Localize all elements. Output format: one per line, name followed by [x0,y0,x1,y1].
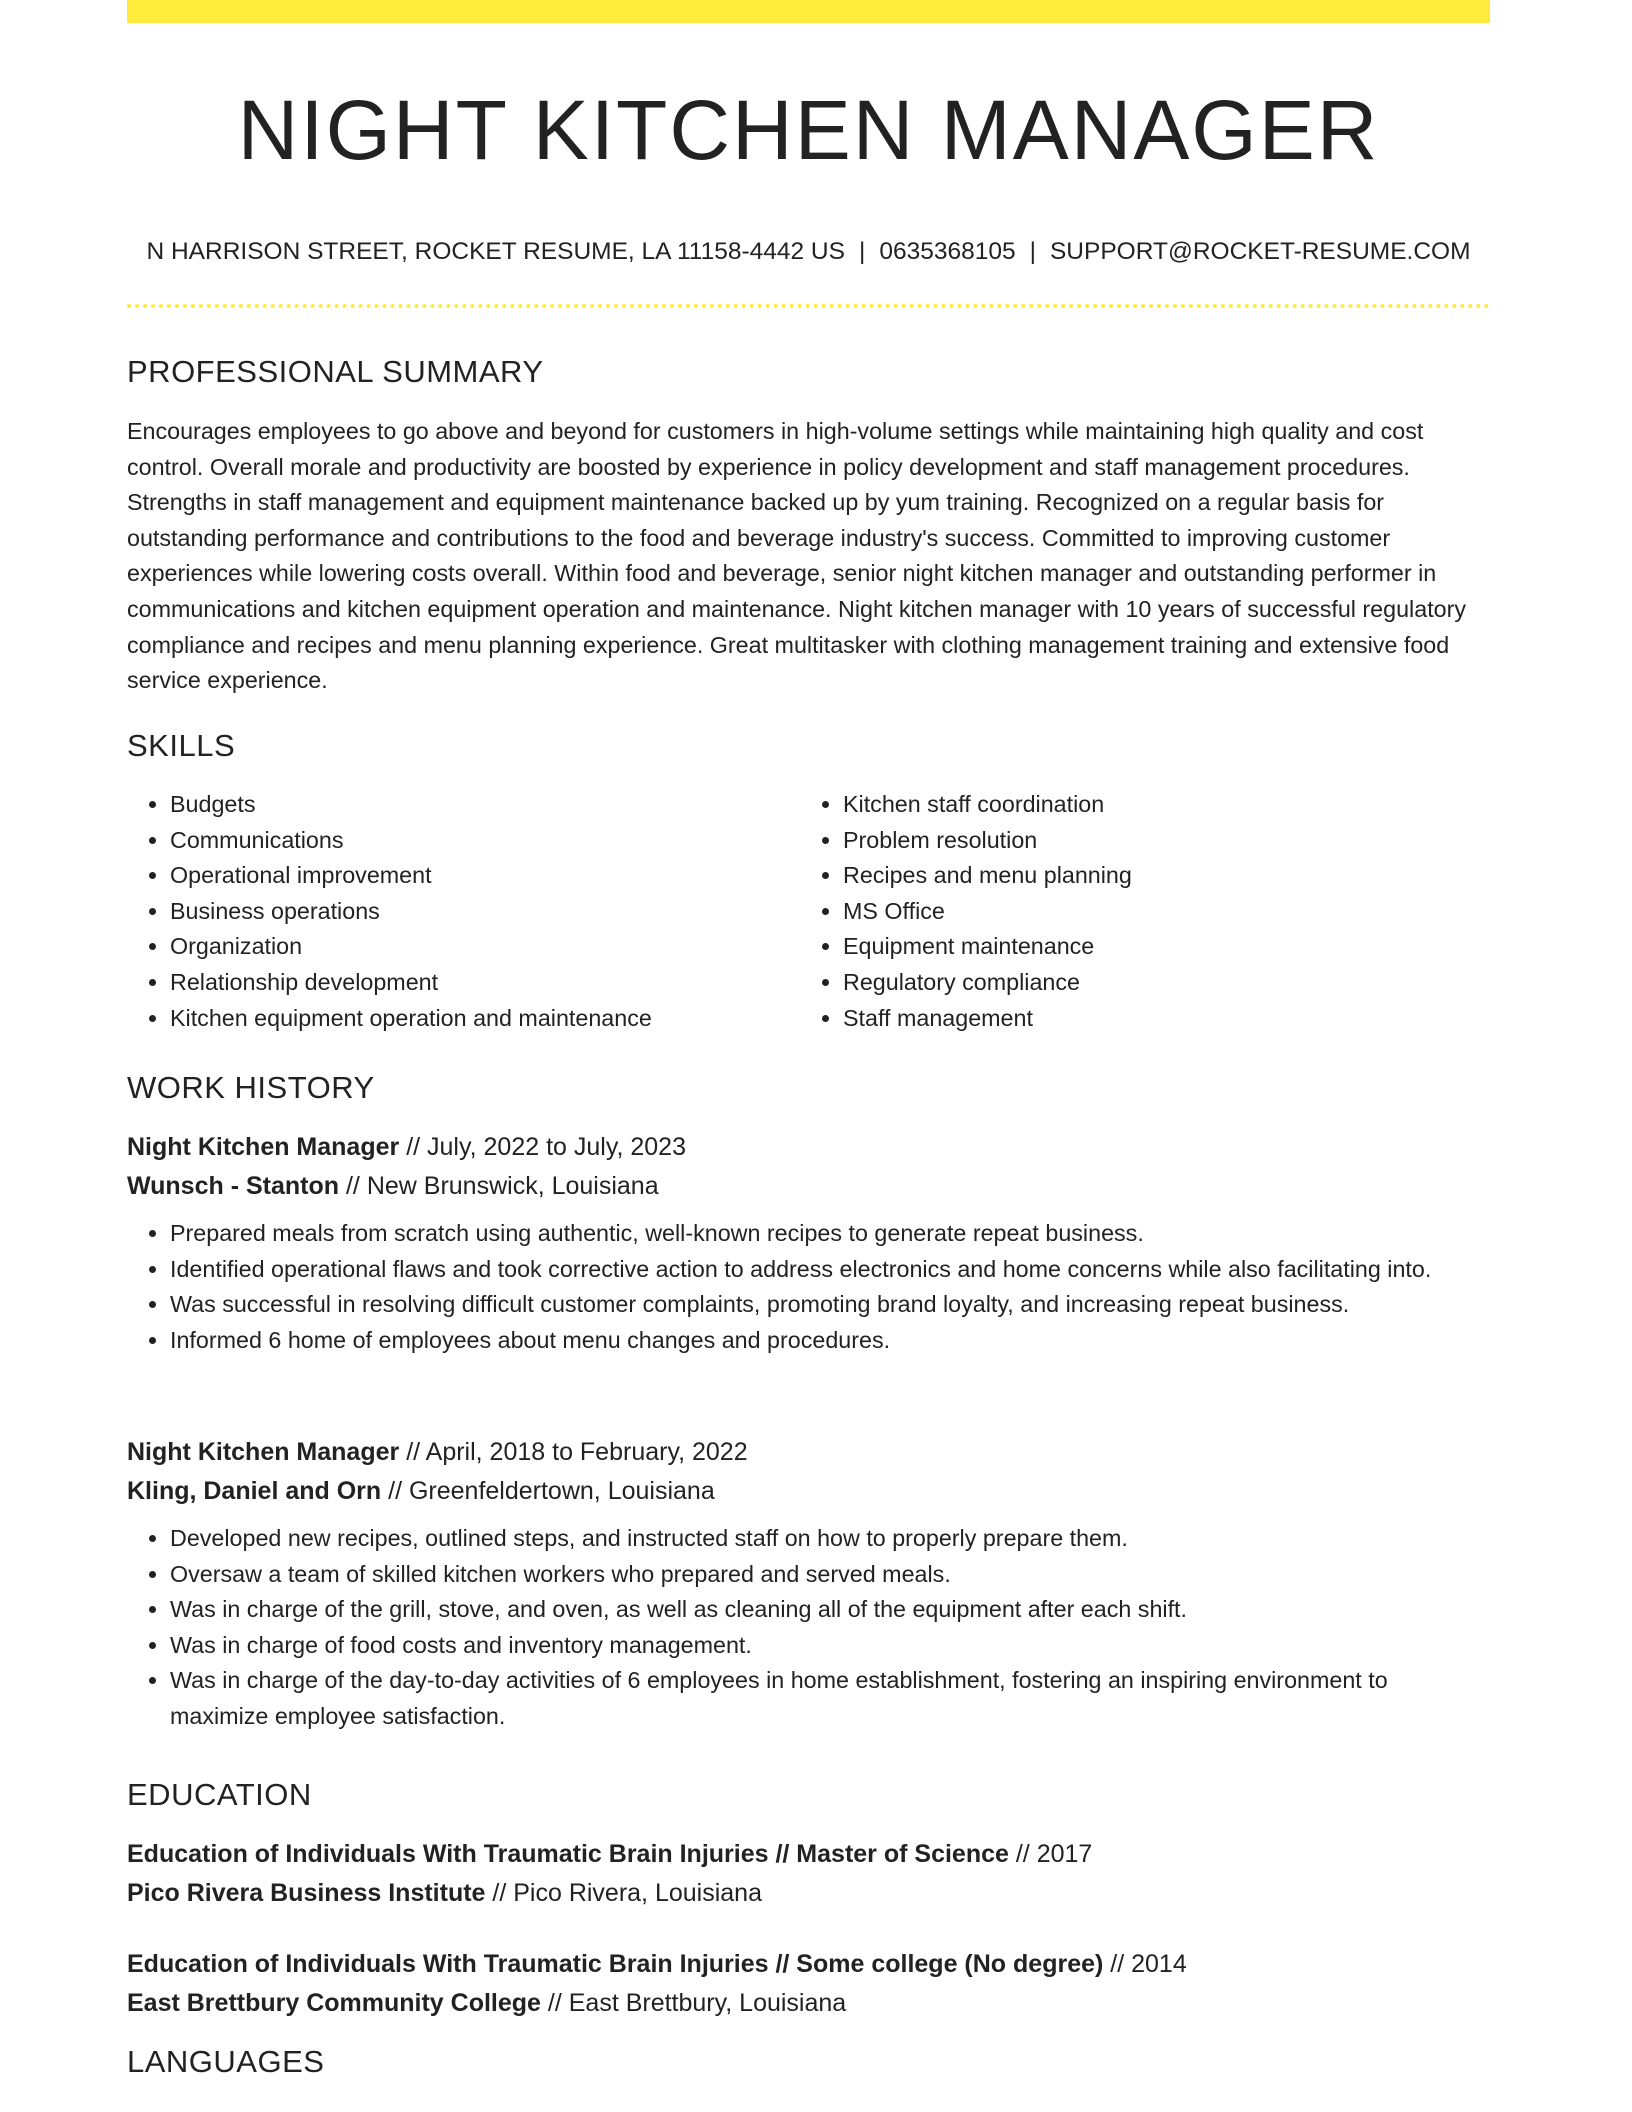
dotted-divider [127,304,1490,308]
education-school: Pico Rivera Business Institute [127,1879,486,1907]
skill-item: • Budgets [170,787,800,823]
contact-email: SUPPORT@ROCKET-RESUME.COM [1049,238,1471,265]
job-entry [127,1128,1490,1358]
section-title-work-history: WORK HISTORY [127,1070,375,1105]
job-bullet: • Was successful in resolving difficult customer complaints, promoting brand loyalty, and increasing repeat business. [170,1287,1490,1323]
section-title-skills: SKILLS [127,728,236,763]
education-degree-line [127,1835,1490,1874]
job-title-line [127,1433,1490,1472]
skill-item: • Relationship development [170,965,800,1001]
skill-item: • Communications [170,823,800,859]
skill-item: • Operational improvement [170,858,800,894]
education-entry [127,1945,1490,2023]
education-degree: Education of Individuals With Traumatic Brain Injuries // Some college (No degree) [127,1950,1104,1978]
job-company-line [127,1472,1490,1511]
resume-title: NIGHT KITCHEN MANAGER [237,83,1380,177]
job-position: Night Kitchen Manager [127,1133,400,1161]
job-dates: // July, 2022 to July, 2023 [399,1133,686,1161]
education-entry [127,1835,1490,1913]
job-bullet: • Was in charge of food costs and inventory management. [170,1628,1490,1664]
job-bullet: • Prepared meals from scratch using authentic, well-known recipes to generate repeat business. [170,1216,1490,1252]
skill-item: • Business operations [170,894,800,930]
contact-line [127,236,1490,268]
education-school-line [127,1874,1490,1913]
contact-separator: | [858,238,866,265]
job-bullet: • Informed 6 home of employees about menu changes and procedures. [170,1323,1490,1359]
contact-phone: 0635368105 [879,238,1016,265]
job-title-line [127,1128,1490,1167]
job-bullet: • Developed new recipes, outlined steps, and instructed staff on how to properly prepare them. [170,1521,1490,1557]
skill-item: • Kitchen staff coordination [843,787,1473,823]
section-title-summary: PROFESSIONAL SUMMARY [127,354,544,389]
job-entry [127,1433,1490,1735]
job-bullet: • Oversaw a team of skilled kitchen workers who prepared and served meals. [170,1557,1490,1593]
job-position: Night Kitchen Manager [127,1438,400,1466]
summary-text: Encourages employees to go above and beyond for customers in high-volume settings while maintaining high quality and cost control. Overall morale and productivity are boosted by experience in policy development and staff management procedures. Strengths in staff management and equipment maintenance backed up by yum training. Recognized on a regular basis for outstanding performance and contributions to the food and beverage industry's success. Committed to improving customer experiences while lowering costs overall. Within food and beverage, senior night kitchen manager and outstanding performer in communications and kitchen equipment operation and maintenance. Night kitchen manager with 10 years of successful regulatory compliance and recipes and menu planning experience. Great multitasker with clothing management training and extensive food service experience. [127,418,1467,694]
job-location: // Greenfeldertown, Louisiana [381,1477,715,1505]
education-location: // East Brettbury, Louisiana [540,1989,847,2017]
skill-item: • Problem resolution [843,823,1473,859]
education-school-line [127,1984,1490,2023]
job-company: Wunsch - Stanton [127,1172,340,1200]
skills-list [127,787,1490,1036]
job-bullets [127,1216,1490,1358]
education-location: // Pico Rivera, Louisiana [485,1879,762,1907]
skill-item: • Kitchen equipment operation and maintenance [170,1001,800,1037]
skill-item: • Equipment maintenance [843,929,1473,965]
skill-item: • Staff management [843,1001,1473,1037]
job-bullet: • Was in charge of the grill, stove, and oven, as well as cleaning all of the equipment after each shift. [170,1592,1490,1628]
contact-separator: | [1029,238,1036,265]
skills-column-right [800,787,1473,1036]
contact-address: N HARRISON STREET, ROCKET RESUME, LA 11158-4442 US [146,238,845,265]
job-bullet: • Identified operational flaws and took corrective action to address electronics and home concerns while also facilitating into. [170,1252,1490,1288]
skill-item: • MS Office [843,894,1473,930]
skill-item: • Recipes and menu planning [843,858,1473,894]
job-company-line [127,1167,1490,1206]
job-dates: // April, 2018 to February, 2022 [399,1438,748,1466]
education-degree-line [127,1945,1490,1984]
job-location: // New Brunswick, Louisiana [339,1172,659,1200]
education-degree: Education of Individuals With Traumatic Brain Injuries // Master of Science [127,1840,1009,1868]
section-title-languages: LANGUAGES [127,2044,325,2079]
job-bullet: • Was in charge of the day-to-day activities of 6 employees in home establishment, fostering an inspiring environment to maximize employee satisfaction. [170,1663,1490,1734]
education-year: // 2017 [1008,1840,1093,1868]
education-school: East Brettbury Community College [127,1989,541,2017]
skill-item: • Regulatory compliance [843,965,1473,1001]
education-year: // 2014 [1103,1950,1187,1978]
top-accent-bar [127,0,1490,23]
skill-item: • Organization [170,929,800,965]
section-title-education: EDUCATION [127,1777,312,1812]
skills-column-left [127,787,800,1036]
job-bullets [127,1521,1490,1735]
job-company: Kling, Daniel and Orn [127,1477,382,1505]
